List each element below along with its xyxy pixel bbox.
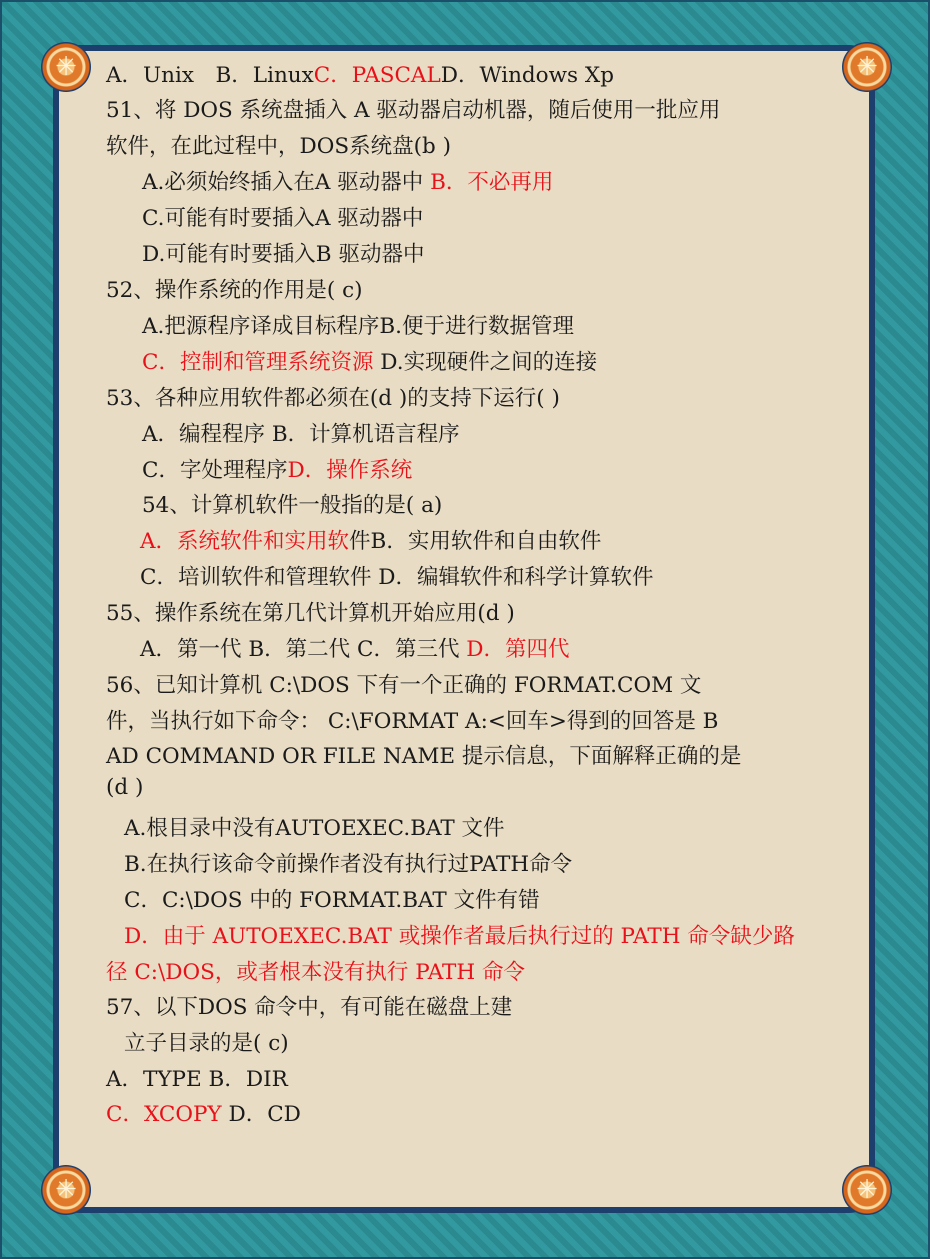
text-line: C．C:\DOS 中的 FORMAT.BAT 文件有错: [124, 888, 540, 913]
text-line: A.必须始终插入在A 驱动器中 B．不必再用: [142, 170, 554, 195]
text-line: A．Unix B．LinuxC．PASCALD．Windows Xp: [106, 63, 614, 88]
text-line: 软件，在此过程中，DOS系统盘(b ): [106, 134, 451, 159]
text-line: C．字处理程序D．操作系统: [142, 458, 413, 483]
text-line: A.把源程序译成目标程序B.便于进行数据管理: [142, 314, 574, 339]
text-line: A.根目录中没有AUTOEXEC.BAT 文件: [124, 816, 505, 841]
text-line: A．编程程序 B．计算机语言程序: [142, 422, 460, 447]
text-line: B.在执行该命令前操作者没有执行过PATH命令: [124, 852, 573, 877]
text-line: (d ): [106, 775, 144, 800]
text-line: 53、各种应用软件都必须在(d )的支持下运行( ): [106, 386, 560, 411]
text-line: D.可能有时要插入B 驱动器中: [142, 242, 425, 267]
text-line: A．第一代 B．第二代 C．第三代 D．第四代: [140, 637, 570, 662]
text-line: 件，当执行如下命令： C:\FORMAT A:<回车>得到的回答是 B: [106, 709, 719, 734]
text-line: D．由于 AUTOEXEC.BAT 或操作者最后执行过的 PATH 命令缺少路: [124, 924, 795, 949]
star-icon: ✳: [55, 52, 77, 82]
text-line: A．系统软件和实用软件B．实用软件和自由软件: [140, 529, 602, 554]
text-line: 54、计算机软件一般指的是( a): [142, 493, 443, 518]
text-line: 56、已知计算机 C:\DOS 下有一个正确的 FORMAT.COM 文: [106, 673, 702, 698]
text-line: C.可能有时要插入A 驱动器中: [142, 206, 424, 231]
text-line: 52、操作系统的作用是( c): [106, 278, 363, 303]
text-line: C．XCOPY D．CD: [106, 1102, 301, 1127]
text-line: 51、将 DOS 系统盘插入 A 驱动器启动机器，随后使用一批应用: [106, 98, 721, 123]
text-line: AD COMMAND OR FILE NAME 提示信息，下面解释正确的是: [106, 744, 742, 769]
text-line: 立子目录的是( c): [124, 1031, 289, 1056]
text-line: 55、操作系统在第几代计算机开始应用(d ): [106, 601, 515, 626]
text-line: 径 C:\DOS，或者根本没有执行 PATH 命令: [106, 960, 525, 985]
star-icon: ✳: [55, 1175, 77, 1205]
text-line: 57、以下DOS 命令中，有可能在磁盘上建: [106, 995, 513, 1020]
text-line: C．控制和管理系统资源 D.实现硬件之间的连接: [142, 350, 598, 375]
star-icon: ✳: [856, 1175, 878, 1205]
text-line: A．TYPE B．DIR: [106, 1067, 288, 1092]
star-icon: ✳: [856, 52, 878, 82]
text-line: C．培训软件和管理软件 D．编辑软件和科学计算软件: [140, 565, 654, 590]
